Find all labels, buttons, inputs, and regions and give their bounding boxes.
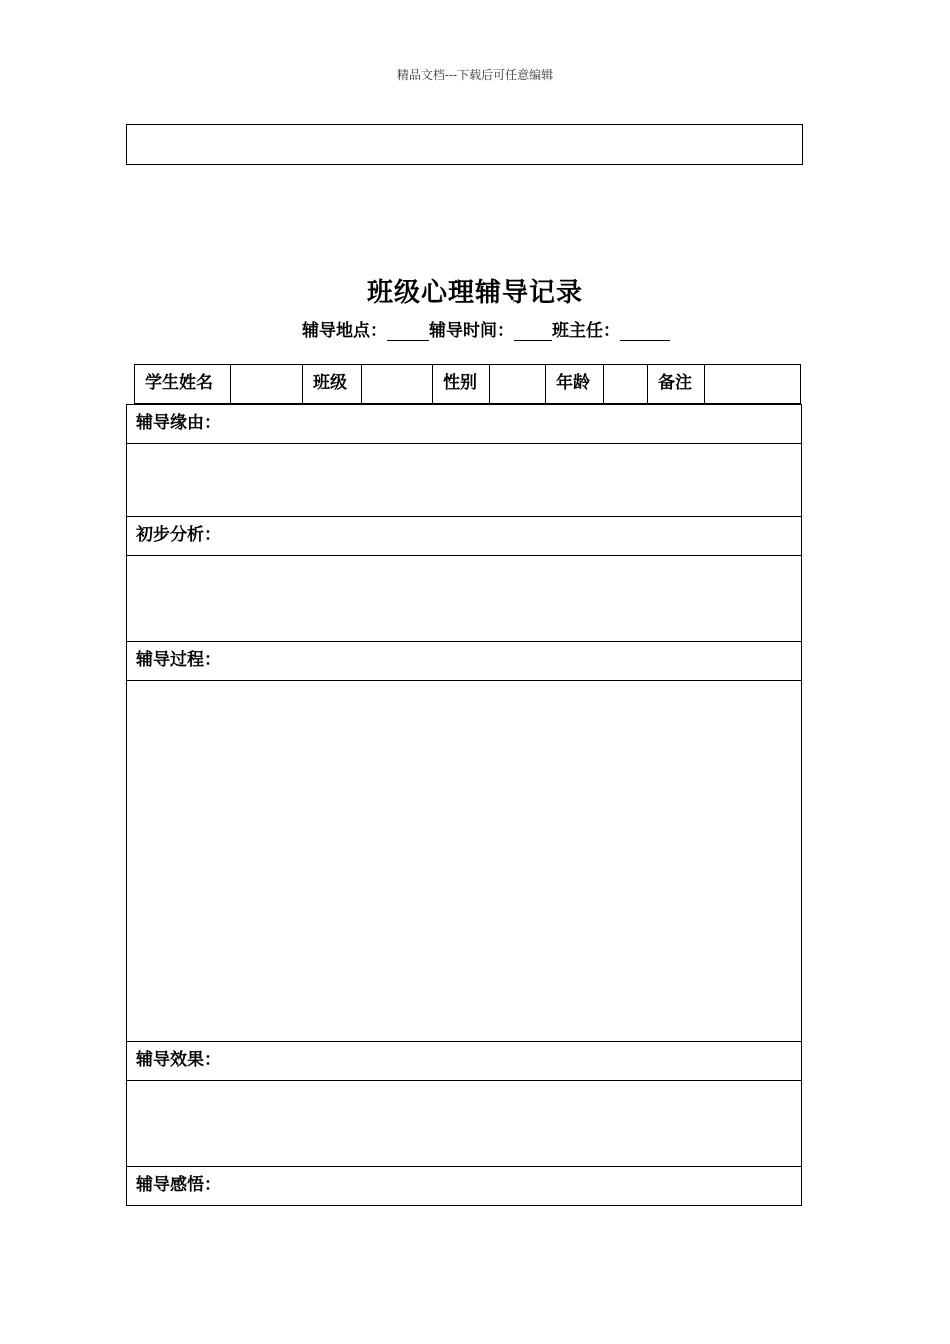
- analysis-content[interactable]: [127, 555, 801, 641]
- age-label: 年龄: [545, 365, 603, 403]
- class-field[interactable]: [361, 365, 432, 403]
- subtitle-line: [302, 316, 722, 341]
- analysis-label: 初步分析：: [127, 516, 801, 555]
- effect-label: 辅导效果：: [127, 1041, 801, 1080]
- page-header-note: 精品文档---下载后可任意编辑: [396, 68, 554, 82]
- reflection-label: 辅导感悟：: [127, 1166, 801, 1205]
- time-label: 辅导时间：: [429, 321, 514, 341]
- effect-content[interactable]: [127, 1080, 801, 1166]
- class-label: 班级: [302, 365, 361, 403]
- gender-label: 性别: [432, 365, 489, 403]
- teacher-blank[interactable]: [620, 322, 670, 341]
- reason-content[interactable]: [127, 443, 801, 516]
- process-content[interactable]: [127, 680, 801, 1041]
- gender-field[interactable]: [489, 365, 545, 403]
- student-info-row: [134, 364, 801, 404]
- top-empty-box: [126, 124, 803, 165]
- remarks-label: 备注: [647, 365, 704, 403]
- time-blank[interactable]: [514, 322, 552, 341]
- student-name-field[interactable]: [230, 365, 302, 403]
- page-title: 班级心理辅导记录: [366, 278, 583, 308]
- remarks-field[interactable]: [704, 365, 800, 403]
- record-form: [126, 404, 802, 1206]
- process-label: 辅导过程：: [127, 641, 801, 680]
- reason-label: 辅导缘由：: [127, 404, 801, 443]
- teacher-label: 班主任：: [552, 321, 620, 341]
- student-name-label: 学生姓名: [145, 373, 213, 393]
- location-blank[interactable]: [387, 322, 429, 341]
- age-field[interactable]: [603, 365, 647, 403]
- location-label: 辅导地点：: [302, 321, 387, 341]
